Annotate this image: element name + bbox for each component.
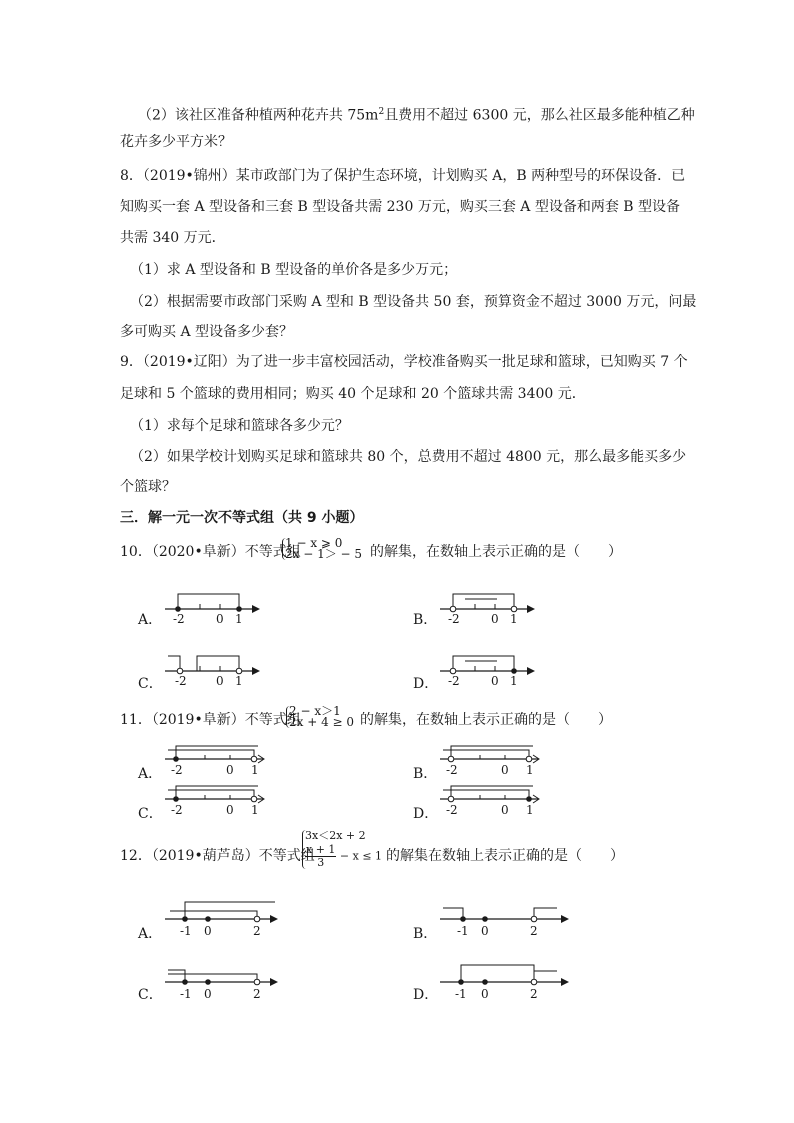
svg-text:2: 2 <box>530 924 538 938</box>
svg-text:2: 2 <box>253 924 261 938</box>
q8-line2: 知购买一套 A 型设备和三套 B 型设备共需 230 万元，购买三套 A 型设备和两套 B 型设备 <box>120 199 681 215</box>
svg-text:1: 1 <box>526 803 534 817</box>
q11-inequality-1: 2 − x＞1 <box>289 704 341 718</box>
q9-sub1: （1）求每个足球和篮球各多少元？ <box>130 418 349 434</box>
svg-text:1: 1 <box>235 674 243 688</box>
svg-text:-2: -2 <box>171 763 183 777</box>
svg-text:0: 0 <box>216 612 224 626</box>
q12-option-d-label[interactable]: D． <box>413 987 439 1003</box>
q10-option-d-label[interactable]: D． <box>413 676 439 692</box>
q11-option-d-numberline[interactable] <box>435 780 555 822</box>
svg-text:-2: -2 <box>448 612 460 626</box>
q10-inequality-1: 1 − x ⩾ 0 <box>285 536 343 550</box>
svg-text:1: 1 <box>235 612 243 626</box>
q7-part2-line1: （2）该社区准备种植两种花卉共 $75m^2$且费用不超过 6300 元，那么社区最多能种植乙种 <box>138 107 695 124</box>
q12-inequality-1: 3x＜2x + 2 <box>305 829 366 842</box>
q10-inequality-2: 2x − 1＞ − 5 <box>285 547 363 561</box>
svg-text:-1: -1 <box>180 924 192 938</box>
svg-text:0: 0 <box>216 674 224 688</box>
q11-option-a-numberline[interactable] <box>160 740 280 782</box>
svg-text:2: 2 <box>530 987 538 1001</box>
svg-text:-2: -2 <box>173 612 185 626</box>
q11-option-b-numberline[interactable] <box>435 740 555 782</box>
q12-inequality-2: $\frac{x + 1}{3}$ − x ≤ 1 <box>306 843 383 869</box>
q11-inequality-2: 2x + 4 ≥ 0 <box>289 715 355 729</box>
q10-option-c-label[interactable]: C． <box>138 676 163 692</box>
q11-stem-prefix: 11．（2019•阜新）不等式组 <box>120 712 301 728</box>
q10a-dot-1 <box>236 606 242 612</box>
q12-option-d-numberline[interactable] <box>435 960 565 1005</box>
svg-text:-2: -2 <box>171 803 183 817</box>
svg-text:-1: -1 <box>180 987 192 1001</box>
q10-option-b-numberline[interactable] <box>435 590 545 630</box>
q12-option-b-label[interactable]: B． <box>413 926 438 942</box>
q10-stem-suffix: 的解集，在数轴上表示正确的是（ ） <box>370 544 622 560</box>
q9-sub2-line2: 个篮球？ <box>120 479 176 495</box>
svg-text:-2: -2 <box>448 674 460 688</box>
q8-sub1: （1）求 A 型设备和 B 型设备的单价各是多少万元； <box>130 262 458 278</box>
svg-text:0: 0 <box>481 987 489 1001</box>
q8-line1: 8．（2019•锦州）某市政部门为了保护生态环境，计划购买 A，B 两种型号的环保设备．已 <box>120 168 686 184</box>
q12-option-c-label[interactable]: C． <box>138 987 163 1003</box>
svg-text:2: 2 <box>253 987 261 1001</box>
q12-option-a-numberline[interactable] <box>160 897 290 942</box>
q10-option-c-numberline[interactable] <box>160 652 270 692</box>
svg-text:0: 0 <box>481 924 489 938</box>
q11-option-c-label[interactable]: C． <box>138 806 163 822</box>
svg-text:0: 0 <box>491 612 499 626</box>
q12-option-c-numberline[interactable] <box>160 960 290 1005</box>
q10-stem-prefix: 10．（2020•阜新）不等式组 <box>120 544 301 560</box>
svg-text:1: 1 <box>251 803 259 817</box>
q11-option-a-label[interactable]: A． <box>138 766 163 782</box>
q10-inequality-system <box>282 538 362 560</box>
q12-option-a-label[interactable]: A． <box>138 926 163 942</box>
q12-fraction: $\frac{x + 1}{3}$ <box>306 843 336 869</box>
svg-text:0: 0 <box>501 763 509 777</box>
q12-inequality-system <box>302 830 382 869</box>
q10-option-a-numberline[interactable] <box>160 590 270 630</box>
q10-option-b-label[interactable]: B． <box>413 612 438 628</box>
q10a-dot-m2 <box>175 606 181 612</box>
q8-sub2-line1: （2）根据需要市政部门采购 A 型和 B 型设备共 50 套，预算资金不超过 3000 万元，问最 <box>130 294 697 310</box>
svg-text:0: 0 <box>204 987 212 1001</box>
svg-text:0: 0 <box>226 803 234 817</box>
q9-sub2-line1: （2）如果学校计划购买足球和篮球共 80 个，总费用不超过 4800 元，那么最多能买多少 <box>130 449 687 465</box>
q11-inequality-system <box>286 706 354 728</box>
svg-text:0: 0 <box>501 803 509 817</box>
svg-text:-1: -1 <box>457 924 469 938</box>
svg-text:0: 0 <box>491 674 499 688</box>
svg-text:1: 1 <box>510 612 518 626</box>
q10-option-d-numberline[interactable] <box>435 652 545 692</box>
q12-stem-suffix: 的解集在数轴上表示正确的是（ ） <box>386 848 624 864</box>
svg-text:0: 0 <box>226 763 234 777</box>
q8-sub2-line2: 多可购买 A 型设备多少套？ <box>120 324 294 340</box>
svg-text:1: 1 <box>251 763 259 777</box>
q12-stem-prefix: 12．（2019•葫芦岛）不等式组 <box>120 848 315 864</box>
q11-option-d-label[interactable]: D． <box>413 806 439 822</box>
svg-text:-2: -2 <box>175 674 187 688</box>
svg-text:0: 0 <box>204 924 212 938</box>
q9-line1: 9．（2019•辽阳）为了进一步丰富校园活动，学校准备购买一批足球和篮球，已知购买 7 个 <box>120 354 688 370</box>
q11-option-b-label[interactable]: B． <box>413 766 438 782</box>
svg-text:-2: -2 <box>446 803 458 817</box>
q10-option-a-label[interactable]: A． <box>138 612 163 628</box>
q11-option-c-numberline[interactable] <box>160 780 280 822</box>
q12-option-b-numberline[interactable] <box>435 897 565 942</box>
q11-stem-suffix: 的解集，在数轴上表示正确的是（ ） <box>360 712 612 728</box>
svg-text:1: 1 <box>510 674 518 688</box>
q9-line2: 足球和 5 个篮球的费用相同；购买 40 个足球和 20 个篮球共需 3400 元． <box>120 386 586 402</box>
svg-text:1: 1 <box>526 763 534 777</box>
section-title: 三．解一元一次不等式组（共 9 小题） <box>120 510 364 526</box>
q7-part2-line2: 花卉多少平方米？ <box>120 134 232 150</box>
q8-line3: 共需 340 万元． <box>120 230 226 246</box>
svg-text:-1: -1 <box>455 987 467 1001</box>
svg-text:-2: -2 <box>446 763 458 777</box>
